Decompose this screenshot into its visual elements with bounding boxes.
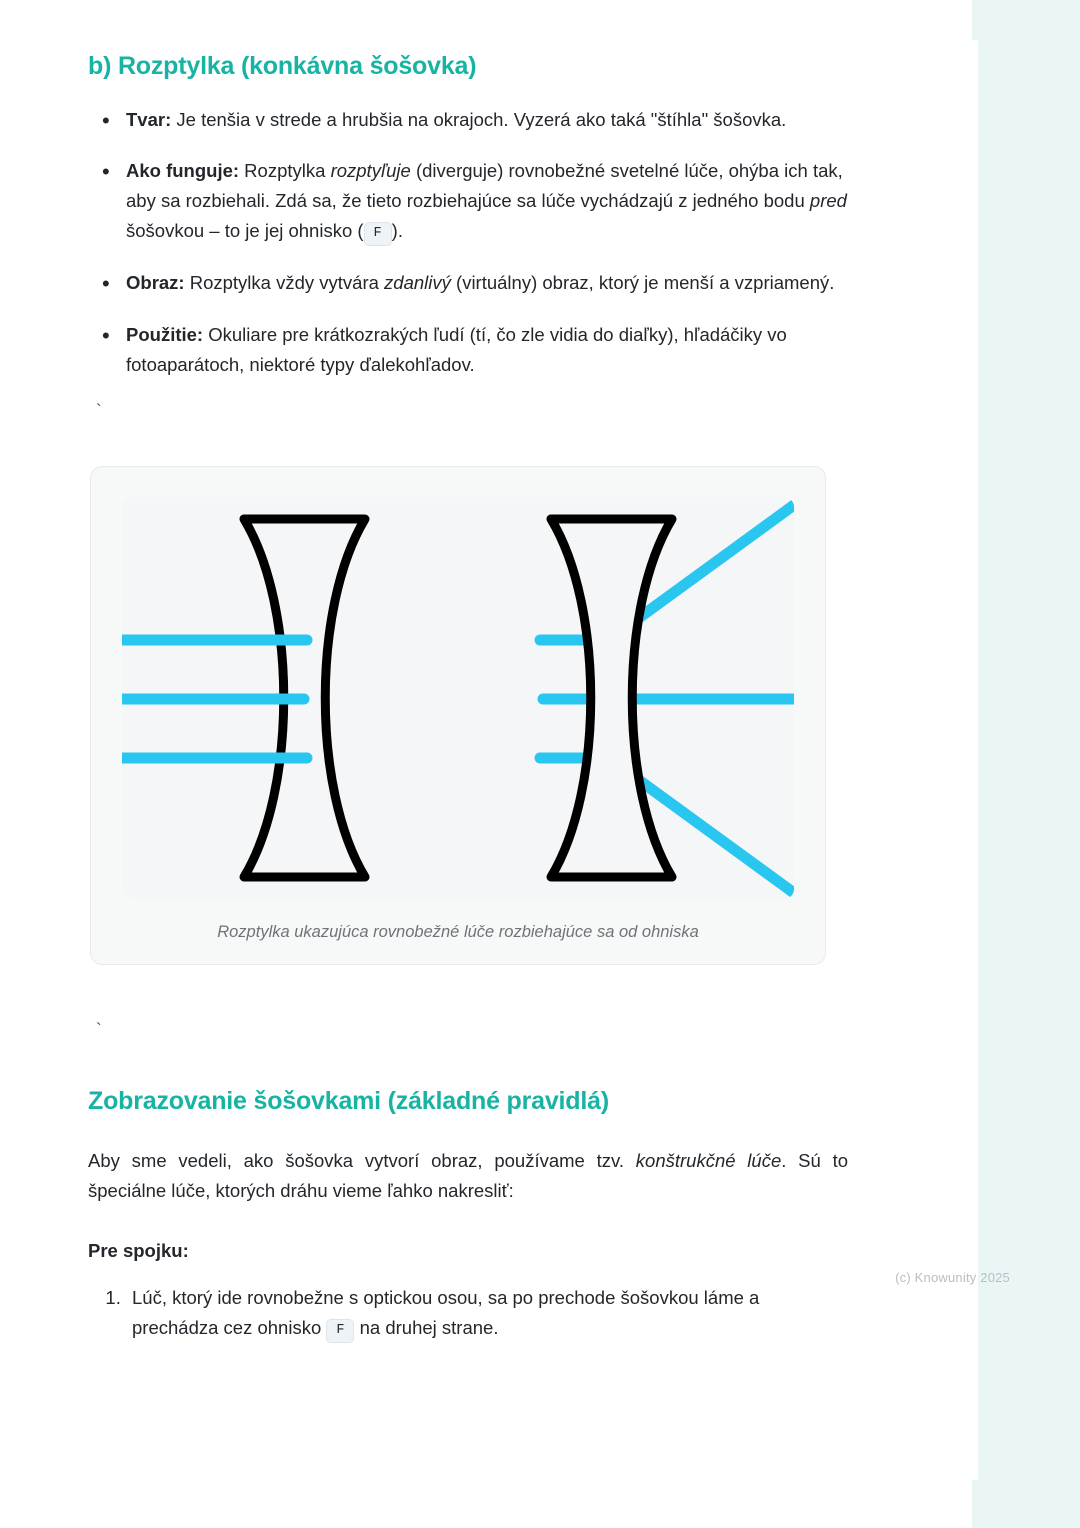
focal-point-code-chip: F xyxy=(326,1319,354,1343)
emphasis-text: zdanlivý xyxy=(384,272,451,294)
document-content xyxy=(88,50,848,1343)
stray-backtick-1: ` xyxy=(96,401,102,421)
emphasis-text: rozptyľuje xyxy=(330,160,411,182)
emphasis-text: pred xyxy=(809,190,847,212)
list-item: 1. Lúč, ktorý ide rovnobežne s optickou osou, sa po prechode šošovkou láme a prechádza cez ohnisko F na druhej strane. xyxy=(126,1283,848,1343)
figure-canvas-diverging-lens xyxy=(122,497,794,899)
list-item: • Použitie: Okuliare pre krátkozrakých ľudí (tí, čo zle vidia do diaľky), hľadáčiky vo fotoaparátoch, niektoré typy ďalekohľadov. xyxy=(88,320,848,380)
watermark: (c) Knowunity 2025 xyxy=(895,1270,1010,1286)
intro-paragraph: Aby sme vedeli, ako šošovka vytvorí obraz, používame tzv. konštrukčné lúče. Sú to špeciálne lúče, ktorých dráhu vieme ľahko nakresliť: xyxy=(88,1149,848,1201)
diverging-lens-diagram xyxy=(122,497,794,899)
figure-rozptylka xyxy=(90,466,826,965)
spojka-rules-list xyxy=(88,1283,848,1343)
heading-zobrazovanie: Zobrazovanie šošovkami (základné pravidlá) xyxy=(88,1087,609,1116)
subheading-pre-spojku: Pre spojku: xyxy=(88,1239,189,1261)
emphasis-text: konštrukčné lúče xyxy=(635,1149,782,1171)
list-item: • Tvar: Je tenšia v strede a hrubšia na okrajoch. Vyzerá ako taká "štíhla" šošovka. xyxy=(88,105,848,135)
list-item-label: Použitie: xyxy=(126,324,204,346)
list-item-label: Obraz: xyxy=(126,272,185,294)
list-item-label: Tvar: xyxy=(126,108,172,130)
figure-caption: Rozptylka ukazujúca rovnobežné lúče rozbiehajúce sa od ohniska xyxy=(217,923,699,942)
heading-rozptylka: b) Rozptylka (konkávna šošovka) xyxy=(88,52,477,80)
rozptylka-bullet-list xyxy=(88,105,848,381)
list-item: • Ako funguje: Rozptylka rozptyľuje (diverguje) rovnobežné svetelné lúče, ohýba ich tak, aby sa rozbiehali. Zdá sa, že tieto rozbiehajúce sa lúče vychádzajú z jedného bodu pred šošovkou – to je jej ohnisko ( F ). xyxy=(88,156,848,246)
list-item: • Obraz: Rozptylka vždy vytvára zdanlivý (virtuálny) obraz, ktorý je menší a vzpriamený. xyxy=(88,268,848,298)
focal-point-code-chip: F xyxy=(364,222,392,246)
list-item-label: Ako funguje: xyxy=(126,160,240,182)
stray-backtick-2: ` xyxy=(96,1020,102,1040)
